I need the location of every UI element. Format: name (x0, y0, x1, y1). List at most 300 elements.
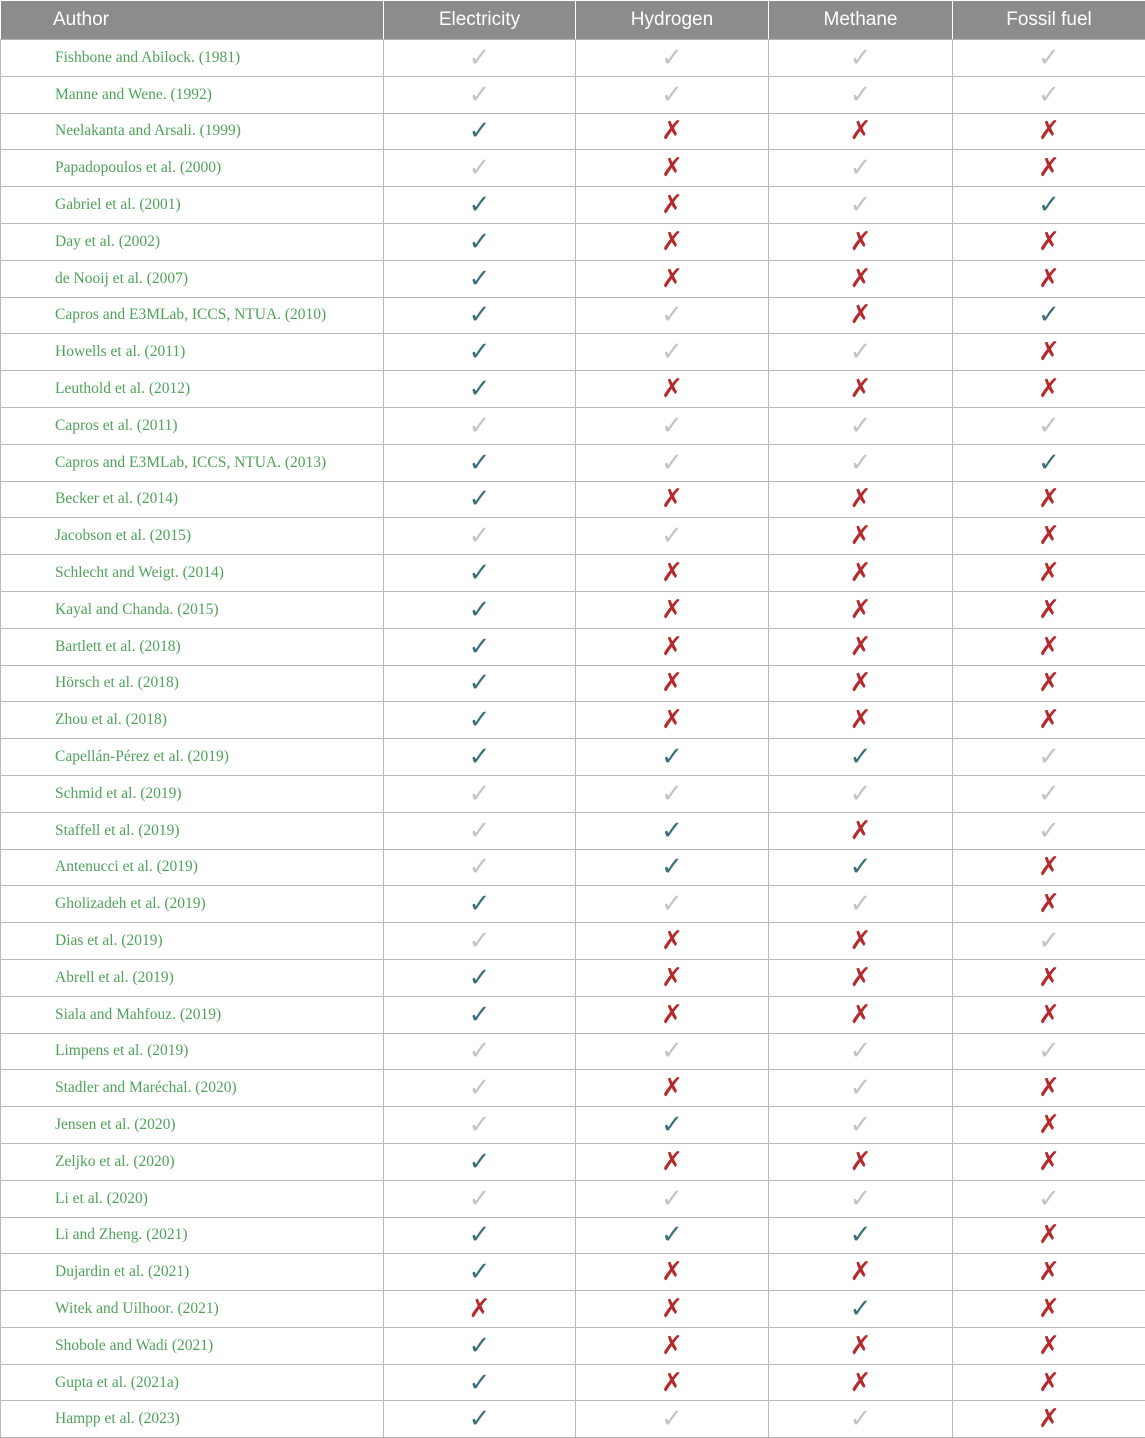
electricity-cell (384, 40, 576, 77)
hydrogen-cell (576, 260, 769, 297)
author-cell: Staffell et al. (2019) (1, 812, 384, 849)
cross-icon: ✗ (661, 266, 683, 292)
hydrogen-cell (576, 775, 769, 812)
check-icon: ✓ (850, 1222, 872, 1248)
cross-icon: ✗ (661, 1259, 683, 1285)
table-row (1, 1364, 1145, 1401)
fossil-fuel-cell (953, 886, 1145, 923)
author-cell: Antenucci et al. (2019) (1, 849, 384, 886)
table-row (1, 444, 1145, 481)
electricity-cell (384, 591, 576, 628)
hydrogen-cell (576, 40, 769, 77)
table-row (1, 481, 1145, 518)
cross-icon: ✗ (1038, 1222, 1060, 1248)
methane-cell (769, 40, 953, 77)
electricity-cell (384, 407, 576, 444)
methane-cell (769, 518, 953, 555)
methane-cell (769, 297, 953, 334)
table-row (1, 113, 1145, 150)
check-light-icon: ✓ (1038, 928, 1060, 954)
hydrogen-cell (576, 150, 769, 187)
table-row (1, 1070, 1145, 1107)
hydrogen-cell (576, 481, 769, 518)
table-row (1, 775, 1145, 812)
methane-cell (769, 886, 953, 923)
check-icon: ✓ (661, 744, 683, 770)
fossil-fuel-cell (953, 1033, 1145, 1070)
check-light-icon: ✓ (661, 1406, 683, 1432)
table-row (1, 959, 1145, 996)
check-light-icon: ✓ (850, 891, 872, 917)
cross-icon: ✗ (661, 670, 683, 696)
author-cell: Manne and Wene. (1992) (1, 76, 384, 113)
electricity-cell (384, 1217, 576, 1254)
table-row (1, 1327, 1145, 1364)
hydrogen-cell (576, 555, 769, 592)
electricity-cell (384, 812, 576, 849)
check-light-icon: ✓ (1038, 1038, 1060, 1064)
methane-cell (769, 849, 953, 886)
electricity-cell (384, 1254, 576, 1291)
hydrogen-cell (576, 1070, 769, 1107)
methane-cell (769, 591, 953, 628)
cross-icon: ✗ (1038, 523, 1060, 549)
check-icon: ✓ (661, 818, 683, 844)
cross-icon: ✗ (1038, 266, 1060, 292)
check-light-icon: ✓ (850, 1406, 872, 1432)
check-light-icon: ✓ (1038, 818, 1060, 844)
cross-icon: ✗ (850, 376, 872, 402)
electricity-cell (384, 1143, 576, 1180)
cross-icon: ✗ (661, 560, 683, 586)
electricity-cell (384, 518, 576, 555)
table-row (1, 555, 1145, 592)
check-light-icon: ✓ (1038, 82, 1060, 108)
electricity-cell (384, 1401, 576, 1438)
cross-icon: ✗ (850, 634, 872, 660)
header-methane: Methane (769, 1, 953, 40)
table-row (1, 40, 1145, 77)
check-light-icon: ✓ (661, 450, 683, 476)
cross-icon: ✗ (1038, 1002, 1060, 1028)
cross-icon: ✗ (850, 229, 872, 255)
author-cell: Day et al. (2002) (1, 223, 384, 260)
methane-cell (769, 407, 953, 444)
fossil-fuel-cell (953, 849, 1145, 886)
check-icon: ✓ (469, 266, 491, 292)
cross-icon: ✗ (1038, 1296, 1060, 1322)
electricity-cell (384, 555, 576, 592)
check-light-icon: ✓ (469, 523, 491, 549)
cross-icon: ✗ (1038, 486, 1060, 512)
author-cell: Howells et al. (2011) (1, 334, 384, 371)
fossil-fuel-cell (953, 407, 1145, 444)
check-light-icon: ✓ (661, 45, 683, 71)
table-row (1, 1180, 1145, 1217)
check-icon: ✓ (469, 744, 491, 770)
methane-cell (769, 1327, 953, 1364)
electricity-cell (384, 775, 576, 812)
fossil-fuel-cell (953, 775, 1145, 812)
author-cell: Hampp et al. (2023) (1, 1401, 384, 1438)
author-cell: Capros et al. (2011) (1, 407, 384, 444)
fossil-fuel-cell (953, 187, 1145, 224)
methane-cell (769, 1070, 953, 1107)
fossil-fuel-cell (953, 371, 1145, 408)
hydrogen-cell (576, 223, 769, 260)
check-light-icon: ✓ (469, 1112, 491, 1138)
electricity-cell (384, 923, 576, 960)
check-light-icon: ✓ (661, 781, 683, 807)
fossil-fuel-cell (953, 1291, 1145, 1328)
hydrogen-cell (576, 1180, 769, 1217)
methane-cell (769, 371, 953, 408)
check-light-icon: ✓ (469, 854, 491, 880)
check-light-icon: ✓ (850, 192, 872, 218)
electricity-cell (384, 996, 576, 1033)
fossil-fuel-cell (953, 113, 1145, 150)
electricity-cell (384, 1291, 576, 1328)
cross-icon: ✗ (1038, 891, 1060, 917)
hydrogen-cell (576, 1291, 769, 1328)
hydrogen-cell (576, 1327, 769, 1364)
cross-icon: ✗ (1038, 339, 1060, 365)
cross-icon: ✗ (850, 597, 872, 623)
author-cell: Limpens et al. (2019) (1, 1033, 384, 1070)
cross-icon: ✗ (850, 266, 872, 292)
fossil-fuel-cell (953, 223, 1145, 260)
check-light-icon: ✓ (661, 82, 683, 108)
check-light-icon: ✓ (469, 928, 491, 954)
table-row (1, 1217, 1145, 1254)
electricity-cell (384, 886, 576, 923)
table-row (1, 76, 1145, 113)
hydrogen-cell (576, 702, 769, 739)
check-icon: ✓ (469, 192, 491, 218)
cross-icon: ✗ (661, 1075, 683, 1101)
author-cell: de Nooij et al. (2007) (1, 260, 384, 297)
methane-cell (769, 665, 953, 702)
table-row (1, 187, 1145, 224)
check-icon: ✓ (469, 1370, 491, 1396)
table-row (1, 150, 1145, 187)
electricity-cell (384, 150, 576, 187)
cross-icon: ✗ (661, 486, 683, 512)
hydrogen-cell (576, 518, 769, 555)
check-icon: ✓ (469, 634, 491, 660)
hydrogen-cell (576, 187, 769, 224)
cross-icon: ✗ (850, 670, 872, 696)
check-icon: ✓ (469, 339, 491, 365)
hydrogen-cell (576, 334, 769, 371)
table-row (1, 1254, 1145, 1291)
methane-cell (769, 775, 953, 812)
table-row (1, 702, 1145, 739)
table-row (1, 1143, 1145, 1180)
cross-icon: ✗ (661, 1296, 683, 1322)
hydrogen-cell (576, 407, 769, 444)
hydrogen-cell (576, 1033, 769, 1070)
hydrogen-cell (576, 1107, 769, 1144)
cross-icon: ✗ (850, 1002, 872, 1028)
check-light-icon: ✓ (661, 891, 683, 917)
check-light-icon: ✓ (661, 339, 683, 365)
author-cell: Li et al. (2020) (1, 1180, 384, 1217)
cross-icon: ✗ (661, 634, 683, 660)
hydrogen-cell (576, 297, 769, 334)
fossil-fuel-cell (953, 1070, 1145, 1107)
electricity-cell (384, 1180, 576, 1217)
cross-icon: ✗ (1038, 1370, 1060, 1396)
hydrogen-cell (576, 76, 769, 113)
cross-icon: ✗ (1038, 707, 1060, 733)
fossil-fuel-cell (953, 628, 1145, 665)
check-light-icon: ✓ (469, 45, 491, 71)
cross-icon: ✗ (661, 1002, 683, 1028)
methane-cell (769, 1291, 953, 1328)
cross-icon: ✗ (850, 560, 872, 586)
hydrogen-cell (576, 665, 769, 702)
check-light-icon: ✓ (469, 1075, 491, 1101)
electricity-cell (384, 444, 576, 481)
methane-cell (769, 996, 953, 1033)
author-cell: Siala and Mahfouz. (2019) (1, 996, 384, 1033)
cross-icon: ✗ (850, 1149, 872, 1175)
check-light-icon: ✓ (850, 1186, 872, 1212)
cross-icon: ✗ (1038, 965, 1060, 991)
electricity-cell (384, 739, 576, 776)
header-hydrogen: Hydrogen (576, 1, 769, 40)
fossil-fuel-cell (953, 923, 1145, 960)
check-light-icon: ✓ (1038, 781, 1060, 807)
author-cell: Leuthold et al. (2012) (1, 371, 384, 408)
fossil-fuel-cell (953, 555, 1145, 592)
electricity-cell (384, 959, 576, 996)
check-light-icon: ✓ (469, 413, 491, 439)
electricity-cell (384, 1033, 576, 1070)
fossil-fuel-cell (953, 996, 1145, 1033)
check-light-icon: ✓ (661, 523, 683, 549)
author-cell: Schlecht and Weigt. (2014) (1, 555, 384, 592)
cross-icon: ✗ (661, 155, 683, 181)
methane-cell (769, 923, 953, 960)
electricity-cell (384, 187, 576, 224)
cross-icon: ✗ (661, 1149, 683, 1175)
fossil-fuel-cell (953, 959, 1145, 996)
table-row (1, 297, 1145, 334)
author-cell: Fishbone and Abilock. (1981) (1, 40, 384, 77)
cross-icon: ✗ (661, 928, 683, 954)
header-author: Author (1, 1, 384, 40)
hydrogen-cell (576, 1364, 769, 1401)
check-light-icon: ✓ (661, 302, 683, 328)
check-icon: ✓ (469, 597, 491, 623)
check-icon: ✓ (469, 376, 491, 402)
cross-icon: ✗ (469, 1296, 491, 1322)
cross-icon: ✗ (1038, 1075, 1060, 1101)
check-light-icon: ✓ (469, 1186, 491, 1212)
hydrogen-cell (576, 739, 769, 776)
cross-icon: ✗ (1038, 670, 1060, 696)
cross-icon: ✗ (850, 1370, 872, 1396)
check-icon: ✓ (469, 1259, 491, 1285)
check-icon: ✓ (850, 854, 872, 880)
cross-icon: ✗ (1038, 634, 1060, 660)
check-icon: ✓ (469, 1002, 491, 1028)
header-electricity: Electricity (384, 1, 576, 40)
methane-cell (769, 1254, 953, 1291)
author-cell: Capros and E3MLab, ICCS, NTUA. (2010) (1, 297, 384, 334)
methane-cell (769, 113, 953, 150)
table-row (1, 1291, 1145, 1328)
cross-icon: ✗ (1038, 597, 1060, 623)
fossil-fuel-cell (953, 481, 1145, 518)
check-light-icon: ✓ (469, 781, 491, 807)
electricity-cell (384, 628, 576, 665)
methane-cell (769, 223, 953, 260)
table-row (1, 996, 1145, 1033)
table-header (1, 1, 1145, 40)
fossil-fuel-cell (953, 591, 1145, 628)
fossil-fuel-cell (953, 812, 1145, 849)
check-icon: ✓ (661, 1112, 683, 1138)
check-light-icon: ✓ (469, 82, 491, 108)
hydrogen-cell (576, 812, 769, 849)
check-light-icon: ✓ (850, 339, 872, 365)
author-cell: Shobole and Wadi (2021) (1, 1327, 384, 1364)
methane-cell (769, 76, 953, 113)
fossil-fuel-cell (953, 297, 1145, 334)
cross-icon: ✗ (850, 486, 872, 512)
check-light-icon: ✓ (850, 45, 872, 71)
hydrogen-cell (576, 113, 769, 150)
cross-icon: ✗ (1038, 1149, 1060, 1175)
author-cell: Capros and E3MLab, ICCS, NTUA. (2013) (1, 444, 384, 481)
electricity-cell (384, 260, 576, 297)
fossil-fuel-cell (953, 518, 1145, 555)
check-light-icon: ✓ (1038, 1186, 1060, 1212)
author-cell: Abrell et al. (2019) (1, 959, 384, 996)
fossil-fuel-cell (953, 1107, 1145, 1144)
author-cell: Capellán-Pérez et al. (2019) (1, 739, 384, 776)
cross-icon: ✗ (850, 302, 872, 328)
electricity-cell (384, 1327, 576, 1364)
author-cell: Gupta et al. (2021a) (1, 1364, 384, 1401)
electricity-cell (384, 1364, 576, 1401)
check-light-icon: ✓ (1038, 45, 1060, 71)
check-light-icon: ✓ (469, 155, 491, 181)
fossil-fuel-cell (953, 40, 1145, 77)
check-icon: ✓ (469, 229, 491, 255)
cross-icon: ✗ (661, 965, 683, 991)
cross-icon: ✗ (850, 1259, 872, 1285)
methane-cell (769, 555, 953, 592)
fossil-fuel-cell (953, 150, 1145, 187)
cross-icon: ✗ (1038, 1406, 1060, 1432)
cross-icon: ✗ (661, 229, 683, 255)
author-cell: Gabriel et al. (2001) (1, 187, 384, 224)
author-cell: Dias et al. (2019) (1, 923, 384, 960)
author-cell: Witek and Uilhoor. (2021) (1, 1291, 384, 1328)
table-row (1, 1107, 1145, 1144)
table-row (1, 886, 1145, 923)
hydrogen-cell (576, 996, 769, 1033)
table-row (1, 739, 1145, 776)
header-fossil-fuel: Fossil fuel (953, 1, 1145, 40)
author-cell: Gholizadeh et al. (2019) (1, 886, 384, 923)
author-cell: Zeljko et al. (2020) (1, 1143, 384, 1180)
table-row (1, 407, 1145, 444)
table-row (1, 223, 1145, 260)
check-icon: ✓ (469, 450, 491, 476)
check-light-icon: ✓ (469, 1038, 491, 1064)
author-cell: Zhou et al. (2018) (1, 702, 384, 739)
cross-icon: ✗ (1038, 155, 1060, 181)
electricity-cell (384, 223, 576, 260)
methane-cell (769, 1107, 953, 1144)
fossil-fuel-cell (953, 1180, 1145, 1217)
methane-cell (769, 150, 953, 187)
cross-icon: ✗ (1038, 1333, 1060, 1359)
check-icon: ✓ (469, 486, 491, 512)
cross-icon: ✗ (850, 965, 872, 991)
author-cell: Jacobson et al. (2015) (1, 518, 384, 555)
methane-cell (769, 959, 953, 996)
hydrogen-cell (576, 444, 769, 481)
methane-cell (769, 628, 953, 665)
methane-cell (769, 334, 953, 371)
check-light-icon: ✓ (1038, 744, 1060, 770)
check-light-icon: ✓ (850, 413, 872, 439)
cross-icon: ✗ (661, 192, 683, 218)
methane-cell (769, 702, 953, 739)
hydrogen-cell (576, 371, 769, 408)
author-cell: Schmid et al. (2019) (1, 775, 384, 812)
fossil-fuel-cell (953, 1143, 1145, 1180)
table-row (1, 923, 1145, 960)
check-light-icon: ✓ (850, 1075, 872, 1101)
methane-cell (769, 1180, 953, 1217)
electricity-cell (384, 849, 576, 886)
electricity-cell (384, 334, 576, 371)
cross-icon: ✗ (850, 1333, 872, 1359)
cross-icon: ✗ (661, 118, 683, 144)
fossil-fuel-cell (953, 1364, 1145, 1401)
methane-cell (769, 187, 953, 224)
cross-icon: ✗ (661, 376, 683, 402)
check-icon: ✓ (469, 1222, 491, 1248)
electricity-cell (384, 113, 576, 150)
author-cell: Kayal and Chanda. (2015) (1, 591, 384, 628)
check-light-icon: ✓ (850, 82, 872, 108)
table-row (1, 849, 1145, 886)
cross-icon: ✗ (850, 707, 872, 733)
check-icon: ✓ (469, 965, 491, 991)
table-row (1, 1401, 1145, 1438)
methane-cell (769, 1401, 953, 1438)
fossil-fuel-cell (953, 1327, 1145, 1364)
check-icon: ✓ (469, 707, 491, 733)
check-light-icon: ✓ (661, 1038, 683, 1064)
author-cell: Jensen et al. (2020) (1, 1107, 384, 1144)
hydrogen-cell (576, 1143, 769, 1180)
cross-icon: ✗ (850, 928, 872, 954)
methane-cell (769, 739, 953, 776)
cross-icon: ✗ (1038, 1259, 1060, 1285)
hydrogen-cell (576, 1254, 769, 1291)
hydrogen-cell (576, 959, 769, 996)
table-row (1, 1033, 1145, 1070)
